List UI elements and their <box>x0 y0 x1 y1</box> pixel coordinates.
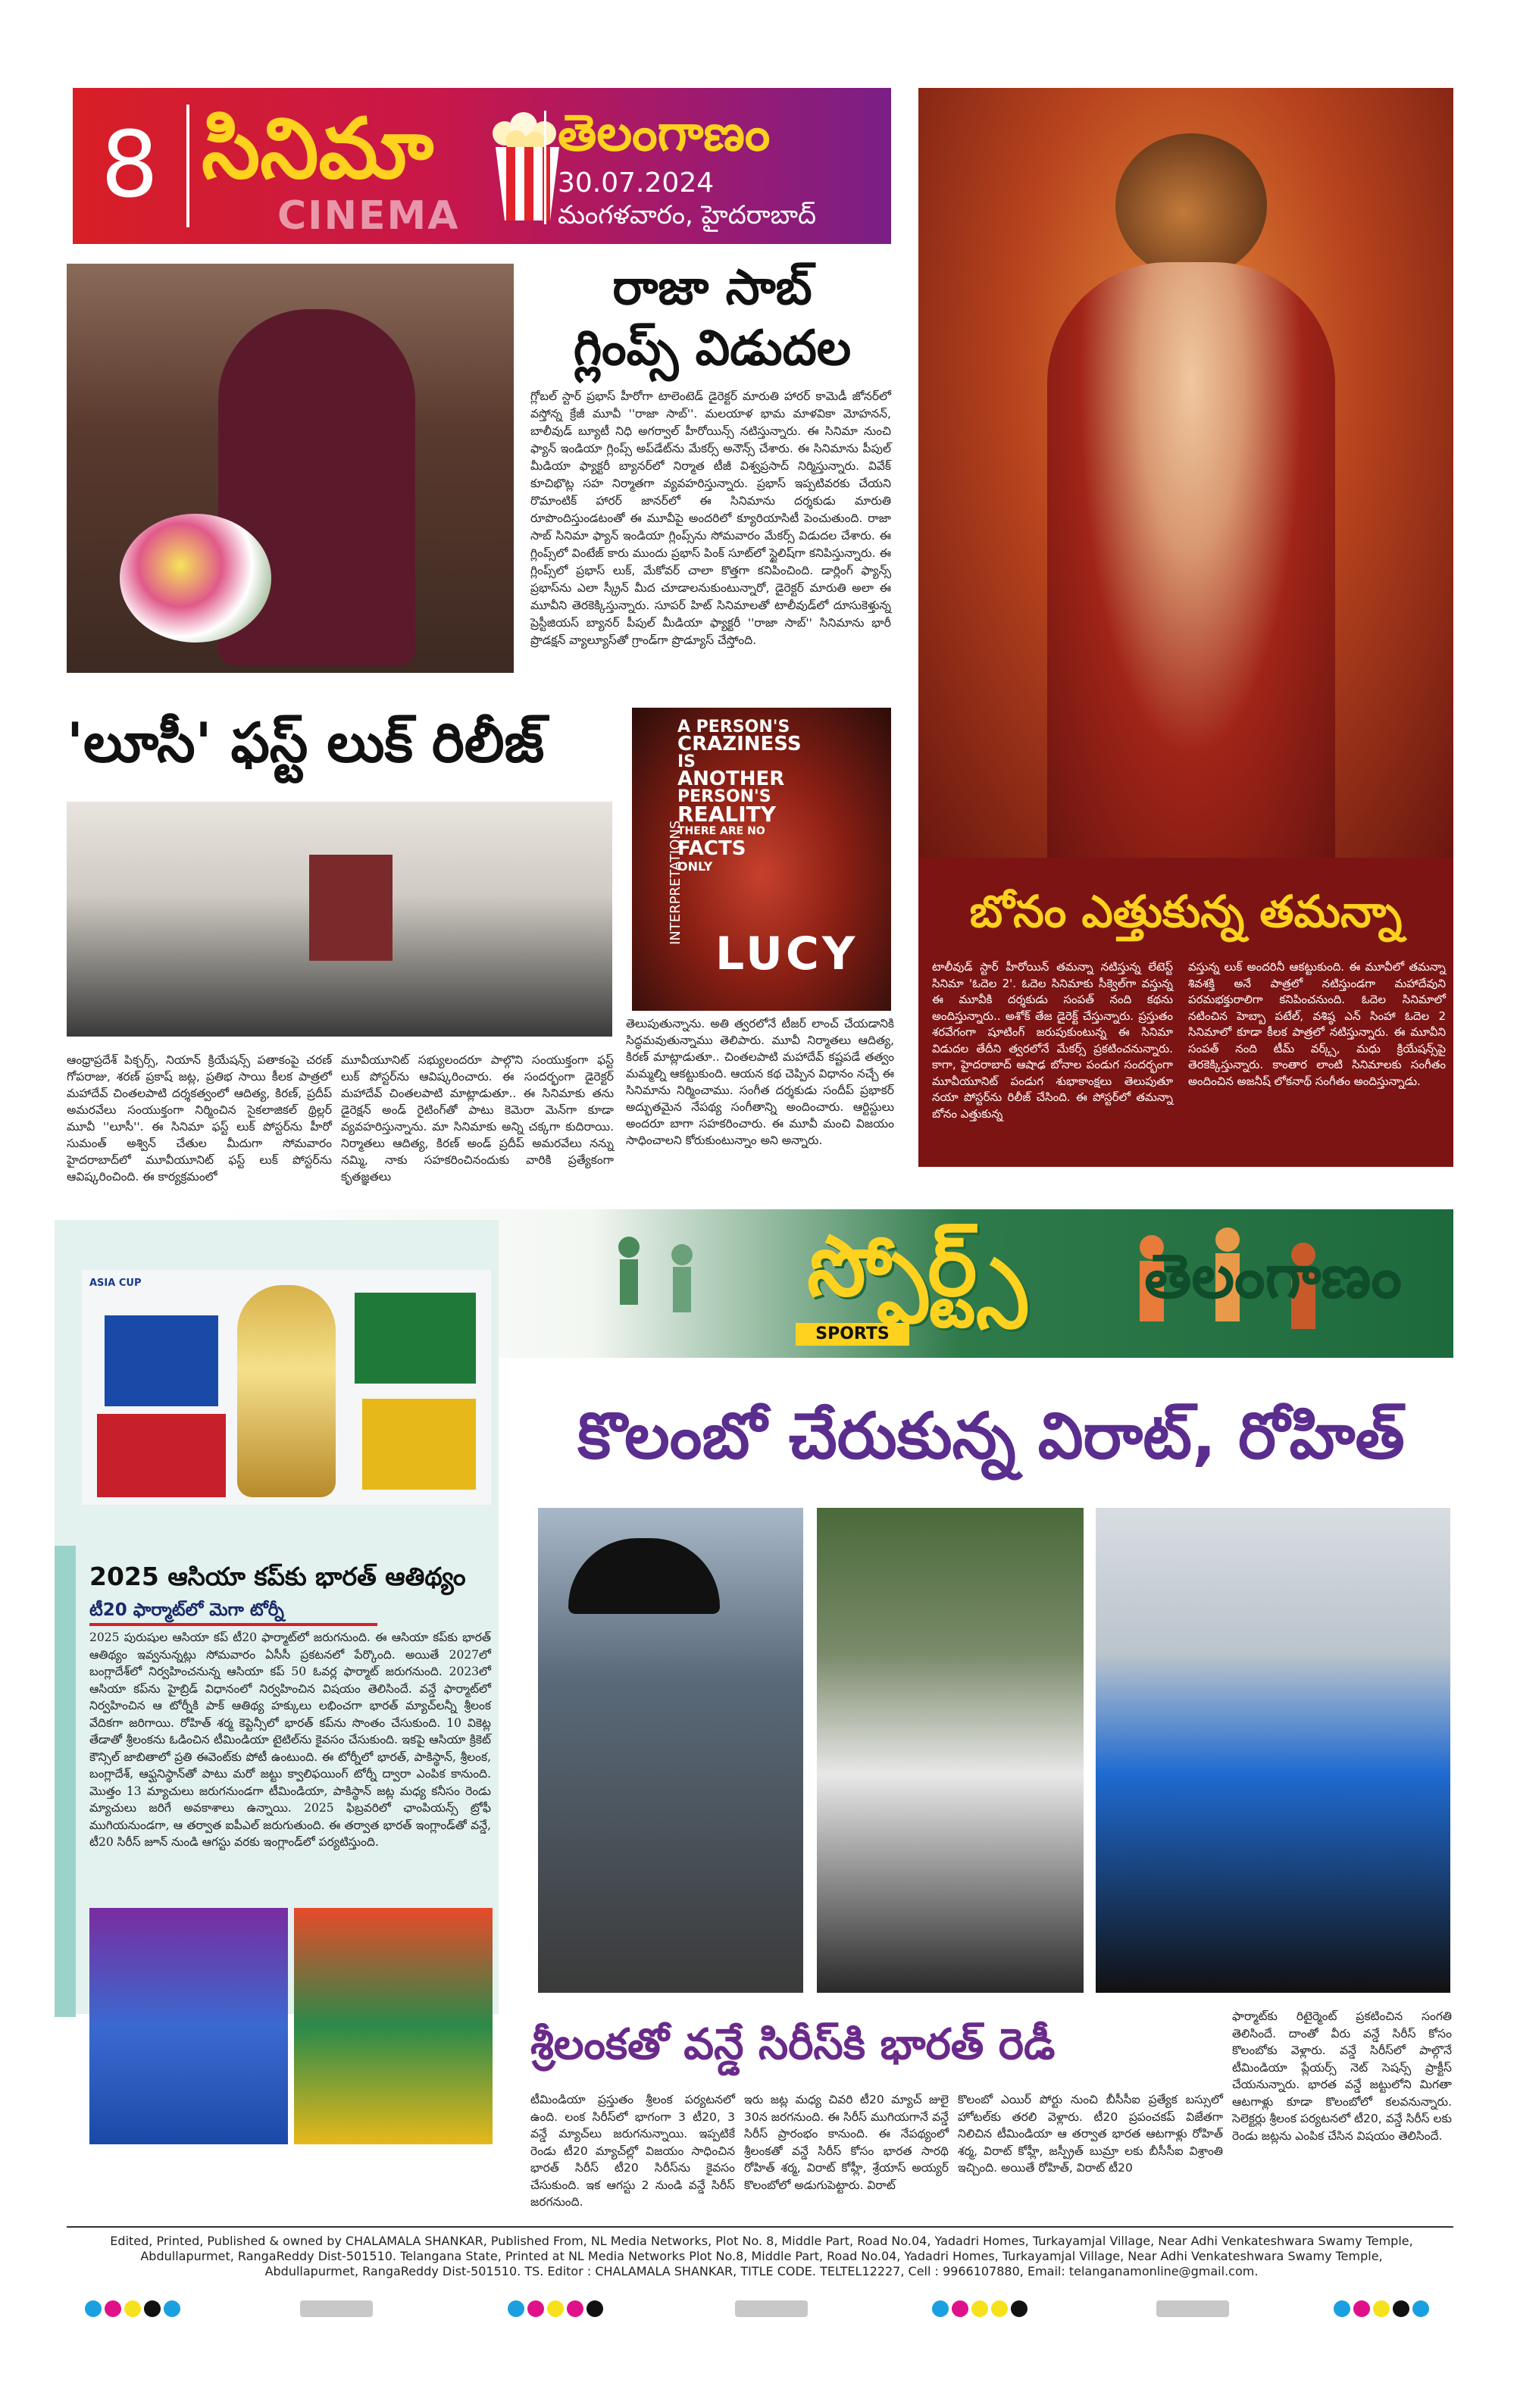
trophy-icon <box>237 1285 336 1497</box>
reg-dot <box>1393 2300 1409 2317</box>
asia-cup-graphic <box>82 1270 491 1505</box>
raja-saab-photo <box>67 264 514 673</box>
virat-airport-photo <box>817 1508 1084 1993</box>
asia-cup-accent-strip <box>55 1546 76 2017</box>
reg-dot <box>586 2300 603 2317</box>
player-tile <box>105 1315 218 1406</box>
reg-dot <box>567 2300 583 2317</box>
poster-text-line: PERSON'S <box>677 787 771 806</box>
reg-dot <box>991 2300 1008 2317</box>
player-tile <box>362 1399 476 1490</box>
poster-title: LUCY <box>715 927 859 980</box>
color-registration-marks <box>508 2300 603 2317</box>
reg-dot <box>932 2300 949 2317</box>
sports-title: స్పోర్ట్స్ <box>807 1218 1027 1315</box>
asia-cup-logo: ASIA CUP <box>89 1277 142 1289</box>
tamanna-body-col2: వస్తున్న లుక్ అందరినీ ఆకట్టుకుంది. ఈ మూవీలో తమన్నా శివశక్తి అనే పాత్రలో నటిస్తుండగా మహాదేవుని పరమభక్తురాలిగా కనిపించనుంది. ఓదెల సినిమాలో నటించిన హెబ్బా పటేల్, వశిష్ఠ ఎన్ సింహా ఓదెల 2 సినిమాలో కూడా కీలక పాత్రలో నటిస్తున్నారు. ఈ మూవీని సంపత్ నంది టీమ్ వర్క్స్, మధు క్రియేషన్స్‌పై తెరకెక్కిస్తున్నారు. కాంతార లాంటి సినిమాలకు సంగీతం అందించిన అజనీష్ లోకనాథ్ సంగీతం అందిస్తున్నాడు. <box>1184 956 1450 1162</box>
poster-text-line: A PERSON'S <box>677 718 790 736</box>
lucy-poster <box>632 708 891 1011</box>
lucy-launch-photo <box>67 802 612 1037</box>
poster-text-line: FACTS <box>677 837 746 860</box>
reg-dot <box>1353 2300 1370 2317</box>
poster-display <box>309 855 393 961</box>
lucy-body-col3: తెలుపుతున్నాను. అతి త్వరలోనే టీజర్ లాంచ్ చేయడానికి సిద్ధమవుతున్నాము తెలిపారు. మూవీ నిర్మాతలు ఆదిత్య, కిరణ్ మాట్లాడుతూ.. చింతలపాటి మహాదేవ్ కష్టపడే తత్వం మమ్మల్ని ఆకట్టుకుంది. ఆయన కథ చెప్పిన విధానం నచ్చే ఈ సినిమాను నిర్మించాము. సంగీత దర్శకుడు సందీప్ ప్రభాకర్ అద్భుతమైన నేపథ్య సంగీతాన్ని అందించారు. ఆర్టిస్టులు అందరూ బాగా సహకరించారు. ఈ మూవీ మంచి విజయం సాధించాలని కోరుకుంటున్నాం అని అన్నారు. <box>626 1017 894 1147</box>
masthead-divider <box>186 105 189 227</box>
lucy-headline: 'లూసీ' ఫస్ట్ లుక్ రిలీజ్ <box>67 711 545 774</box>
tamanna-figure <box>1047 262 1335 861</box>
reg-dot <box>85 2300 102 2317</box>
lanka-body-col4: ఫార్మాట్‌కు రిటైర్మెంట్ ప్రకటించిన సంగతి తెలిసిందే. దాంతో వీరు వన్డే సిరీస్ కోసం కొలంబోకు వెళ్లారు. వన్డే సిరీస్‌లో పాల్గొనే టీమిండియా ప్లేయర్స్ నెట్ సెషన్స్ ప్రాక్టీస్ చేయనున్నారు. భారత వన్డే జట్టులోని మిగతా ఆటగాళ్లు కూడా కొలంబోలో కలవనున్నారు. సెలెక్టర్లు శ్రీలంక పర్యటనలో టీ20, వన్డే సిరీస్ లకు రెండు జట్లను ఎంపిక చేసిన విషయం తెలిసిందే. <box>1232 2009 1452 2143</box>
sports-title-box <box>743 1209 1091 1358</box>
color-registration-marks <box>932 2300 1027 2317</box>
reg-dot <box>105 2300 121 2317</box>
registration-bar <box>735 2300 808 2317</box>
color-registration-marks <box>85 2300 180 2317</box>
player-tile <box>97 1414 226 1497</box>
flower-bouquet <box>120 514 271 643</box>
cinema-section-subtitle: CINEMA <box>277 193 460 239</box>
reg-dot <box>952 2300 968 2317</box>
poster-tagline <box>677 718 829 908</box>
tamanna-body-col1: టాలీవుడ్ స్టార్ హీరోయిన్ తమన్నా నటిస్తున్న లేటెస్ట్ సినిమా 'ఓదెల 2'. ఓదెల సినిమాకు సీక్వెల్‌గా వస్తున్న ఈ మూవీకి దర్శకుడు సంపత్ నంది కథను అందిస్తున్నారు.. అశోక్ తేజ డైరెక్ట్ చేస్తున్నారు. ప్రస్తుతం శరవేగంగా షూటింగ్ జరుపుకుంటున్న ఈ సినిమా విడుదల తేదీని త్వరలోనే మేకర్స్ ప్రకటించనున్నారు. కాగా, హైదరాబాద్ ఆషాఢ బోనాల పండుగ సందర్భంగా మూవీయూనిట్ పండుగ శుభాకాంక్షలు తెలుపుతూ నయా పోస్టర్‌ను రిలీజ్ చేసింది. ఈ పోస్టర్‌లో తమన్నా బోనం ఎత్తుకున్న <box>927 956 1178 1162</box>
footer-rule <box>67 2226 1453 2228</box>
tamanna-headline: బోనం ఎత్తుకున్న తమన్నా <box>969 886 1403 937</box>
poster-text-line: CRAZINESS <box>677 733 802 755</box>
tamanna-photo <box>918 88 1453 858</box>
newspaper-brand: తెలంగాణం <box>558 104 771 162</box>
asia-cup-body: 2025 పురుషుల ఆసియా కప్ టీ20 ఫార్మాట్‌లో జరుగనుంది. ఈ ఆసియా కప్‌కు భారత్ ఆతిథ్యం ఇవ్వనున్నట్లు సోమవారం ఏసీసీ ప్రకటనలో పేర్కొంది. అయితే 2027లో బంగ్లాదేశ్‌లో నిర్వహించనున్న ఆసియా కప్ 50 ఓవర్ల ఫార్మాట్ జరుగనుంది. 2023లో ఆసియా కప్‌ను హైబ్రిడ్ విధానంలో నిర్వహించిన విషయం తెలిసిందే. వన్డే ఫార్మాట్‌లో నిర్వహించిన ఆ టోర్నీకి పాక్ ఆతిథ్య హక్కులు లభించగా భారత్ మ్యాచ్‌లన్నీ శ్రీలంక వేదికగా జరిగాయి. రోహిత్ శర్మ కెప్టెన్సీలో భారత్ కప్‌ను సొంతం చేసుకుంది. 10 వికెట్ల తేడాతో శ్రీలంకను ఓడించిన టీమిండియా టైటిల్‌ను కైవసం చేసుకుంది. ఇకపై ఆసియా క్రికెట్ కౌన్సిల్ జాబితాలో ప్రతి ఈవెంట్‌కు పోటీ ఉంటుంది. ఈ టోర్నీలో భారత్, పాకిస్థాన్, శ్రీలంక, బంగ్లాదేశ్, ఆఫ్ఘనిస్థాన్‌తో పాటు మరో జట్టు క్వాలిఫయింగ్ టోర్నీ ద్వారా ఎంపిక కానుంది. మొత్తం 13 మ్యాచులు జరుగనుండగా టీమిండియా, పాకిస్థాన్ జట్ల మధ్య కనీసం రెండు మ్యాచులు జరిగే అవకాశాలు ఉన్నాయి. 2025 ఫిబ్రవరిలో ఛాంపియన్స్ ట్రోఫీ ముగియనుండగా, ఆ తర్వాత ఐపీఎల్ జరుగుతుంది. ఈ తర్వాత భారత్ ఇంగ్లాండ్‌తో వన్డే, టీ20 సిరీస్ జూన్ నుండి ఆగస్టు వరకు ఇంగ్లాండ్‌లో పర్యటిస్తుంది. <box>89 1631 491 1849</box>
reg-dot <box>1412 2300 1429 2317</box>
poster-text-line: REALITY <box>677 802 776 827</box>
poster-text-line: THERE ARE NO <box>677 825 765 837</box>
poster-text-line: ONLY <box>677 859 713 874</box>
issue-date: 30.07.2024 <box>558 167 715 199</box>
lanka-body-col1: టీమిండియా ప్రస్తుతం శ్రీలంక పర్యటనలో ఉంది. లంక సిరీస్‌లో భాగంగా 3 టీ20, 3 వన్డే మ్యాచ్‌లు జరుగనున్నాయి. ఇప్పటికే రెండు టీ20 మ్యాచ్‌ల్లో విజయం సాధించిన భారత్ సిరీస్ టీ20 సిరీస్‌ను కైవసం చేసుకుంది. ఇక ఆగస్టు 2 నుండి వన్డే సిరీస్ జరగనుంది. <box>530 2093 735 2209</box>
team-hotel-photo <box>1096 1508 1450 1993</box>
reg-dot <box>144 2300 161 2317</box>
lucy-body-col2: మూవీయూనిట్ సభ్యులందరూ పాల్గొని సంయుక్తంగా ఫస్ట్ లుక్ పోస్టర్‌ను ఆవిష్కరించారు. ఈ సందర్భంగా డైరెక్టర్ మహాదేవ్ చింతలపాటి మాట్లాడుతూ.. ఈ సినిమాకు తను డైరెక్షన్ అండ్ రైటింగ్‌తో పాటు కెమెరా మెన్‌గా కూడా వ్యవహరిస్తున్నాను. మా సినిమాకు అన్ని చక్కగా కుదిరాయి. నిర్మాతలు ఆదిత్య, కిరణ్ అండ్ ప్రదీప్ అమరవేలు నన్ను నమ్మి, నాకు సహకరించినందుకు వారికి ప్రత్యేకంగా కృతజ్ఞతలు <box>341 1053 614 1184</box>
sports-brand: తెలంగాణం <box>1144 1241 1402 1312</box>
player-tile <box>355 1293 476 1384</box>
footer-imprint: Edited, Printed, Published & owned by CHALAMALA SHANKAR, Published From, NL Media Networks, Plot No. 8, Middle Part, Road No.04, Yadadri Homes, Turkayamjal Village, Near Adhi Venkateshwara Swamy Temple, Abdullapurmet, RangaReddy Dist-501510. Telangana State, Printed at NL Media Networks Plot No.8, Middle Part, Road No.04, Yadadri Homes, Turkayamjal Village, Near Adhi Venkateshwara Swamy Temple, Abdullapurmet, RangaReddy Dist-501510. TS. Editor : CHALAMALA SHANKAR, TITLE CODE. TELTEL12227, Cell : 9966107880, Email: telanganamonline@gmail.com. <box>110 2234 1413 2278</box>
bonam-pot <box>1115 133 1267 277</box>
colombo-headline: కొలంబో చేరుకున్న విరాట్, రోహిత్ <box>577 1399 1405 1473</box>
reg-dot <box>508 2300 524 2317</box>
reg-dot <box>164 2300 180 2317</box>
raja-saab-body: గ్లోబల్ స్టార్ ప్రభాస్ హీరోగా టాలెంటెడ్ డైరెక్టర్ మారుతి హారర్ కామెడీ జోనర్‌లో వస్తోన్న క్రేజీ మూవీ ''రాజా సాబ్''. మలయాళ భామ మాళవికా మోహనన్, బాలీవుడ్ బ్యూటీ నిధి అగర్వాల్ హీరోయిన్స్ నటిస్తున్నారు. ఈ సినిమా నుంచి ఫ్యాన్ ఇండియా గ్లింప్స్ అప్‌డేట్‌ను మేకర్స్ అనౌన్స్ చేశారు. ఈ సినిమాను పీపుల్ మీడియా ఫ్యాక్టరీ బ్యానర్‌లో నిర్మాత టీజీ విశ్వప్రసాద్ నిర్మిస్తున్నారు. వివేక్ కూచిభొట్ల సహ నిర్మాతగా వ్యవహరిస్తున్నారు. ప్రభాస్ ఇప్పటివరకు చేయని రొమాంటిక్ హారర్ జానర్‌లో ఈ సినిమాను దర్శకుడు మారుతి రూపొందిస్తుండటంతో ఈ మూవీపై అందరిలో క్యూరియాసిటీ పెంచుతుంది. రాజా సాబ్ సినిమా ఫ్యాన్ ఇండియా గ్లింప్స్‌ను సోమవారం మేకర్స్ విడుదల చేశారు. ఈ గ్లింప్స్‌లో వింటేజ్ కారు ముందు ప్రభాస్ పింక్ సూట్‌లో స్టైలిష్‌గా కనిపిస్తున్నారు. ఈ గ్లింప్స్‌లో ప్రభాస్ లుక్, మేకోవర్ చాలా కొత్తగా కనిపించింది. డార్లింగ్ ఫ్యాన్స్ ప్రభాస్‌ను ఎలా స్క్రీన్ మీద చూడాలనుకుంటున్నారో, డైరెక్టర్ మారుతి అలా ఈ మూవీని తెరకెక్కిస్తున్నారు. సూపర్ హిట్ సినిమాలతో టాలీవుడ్‌లో దూసుకెళ్తున్న ప్రెస్టీజియస్ బ్యానర్ పీపుల్ మీడియా ఫ్యాక్టరీ ''రాజా సాబ్'' సినిమాను భారీ ప్రొడక్షన్ వ్యాల్యూస్‌తో గ్రాండ్‌గా ప్రొడ్యూస్ చేస్తోంది. <box>530 389 891 647</box>
reg-dot <box>527 2300 544 2317</box>
cinema-section-title: సినిమా <box>202 100 434 197</box>
poster-text-line: ANOTHER <box>677 768 785 790</box>
registration-bar <box>300 2300 373 2317</box>
lucy-body-col1: ఆంధ్రాప్రదేశ్ పిక్చర్స్, నియాన్ క్రియేషన్స్ పతాకంపై చరణ్ గోపరాజు, శరణ్ ప్రకాష్ జట్ల, ప్రతిభ సాయి కీలక పాత్రలో మహాదేవ్ చింతలపాటి దర్శకత్వంలో ఆదిత్య, కిరణ్, ప్రదీప్ అమరవేలు సంయుక్తంగా నిర్మించిన సైకలాజికల్ థ్రిల్లర్ మూవీ ''లూసీ''. ఈ సినిమా ఫస్ట్ లుక్ పోస్టర్‌ను హీరో సుమంత్ అశ్విన్ చేతుల మీదుగా సోమవారం హైదరాబాద్‌లో మూవీయూనిట్ ఫస్ట్ లుక్ పోస్టర్‌ను ఆవిష్కరించింది. ఈ కార్యక్రమంలో <box>67 1053 332 1184</box>
reg-dot <box>124 2300 141 2317</box>
asia-cup-players-right <box>294 1908 493 2144</box>
rohit-airport-photo <box>538 1508 803 1993</box>
lanka-series-headline: శ్రీలంకతో వన్డే సిరీస్‌కి భారత్ రెడీ <box>530 2020 1056 2069</box>
masthead-divider <box>544 111 546 224</box>
reg-dot <box>1011 2300 1027 2317</box>
registration-bar <box>1156 2300 1229 2317</box>
la-cap <box>568 1538 720 1614</box>
cinema-masthead <box>73 88 891 244</box>
reg-dot <box>1334 2300 1350 2317</box>
asia-cup-subhead: టీ20 ఫార్మాట్‌లో మెగా టోర్నీ <box>89 1596 377 1626</box>
reg-dot <box>1373 2300 1390 2317</box>
reg-dot <box>971 2300 988 2317</box>
poster-vertical-text: INTERPRETATIONS <box>668 820 683 945</box>
asia-cup-players-left <box>89 1908 288 2144</box>
sports-players-icon <box>583 1224 720 1346</box>
asia-cup-headline: 2025 ఆసియా కప్‌కు భారత్ ఆతిథ్యం <box>89 1562 466 1591</box>
lanka-body-col2: ఇరు జట్ల మధ్య చివరి టీ20 మ్యాచ్ జులై 30న జరగనుంది. ఈ సిరీస్ ముగియగానే వన్డే సిరీస్ ప్రారంభం కానుంది. ఈ నేపథ్యంలో శ్రీలంకతో వన్డే సిరీస్ కోసం భారత సారథి రోహిత్ శర్మ, విరాట్ కోహ్లీ, శ్రేయాస్ అయ్యర్ కొలంబోలో అడుగుపెట్టారు. విరాట్ <box>744 2093 949 2192</box>
color-registration-marks <box>1334 2300 1429 2317</box>
lanka-body-col3: కొలంబో ఎయిర్ పోర్టు నుంచి బీసీసీఐ ప్రత్యేక బస్సులో హోటల్‌కు తరలి వెళ్లారు. టీ20 ప్రపంచకప్ విజేతగా నిలిచిన టీమిండియా ఆ తర్వాత భారత ఆటగాళ్లు రోహిత్ శర్మ, విరాట్ కోహ్లీ, జస్ప్రీత్ బుమ్రా లకు బీసీసీఐ విశ్రాంతి ఇచ్చింది. అయితే రోహిత్, విరాట్ టీ20 <box>958 2093 1223 2175</box>
page-number: 8 <box>100 113 159 218</box>
raja-saab-headline-line2: గ్లింప్స్ విడుదల <box>573 321 852 377</box>
sports-subtitle: SPORTS <box>796 1323 909 1346</box>
poster-text-line: IS <box>677 752 696 771</box>
reg-dot <box>547 2300 564 2317</box>
issue-day-place: మంగళవారం, హైదరాబాద్ <box>558 200 817 230</box>
raja-saab-headline-line1: రాజా సాబ్ <box>612 260 812 316</box>
